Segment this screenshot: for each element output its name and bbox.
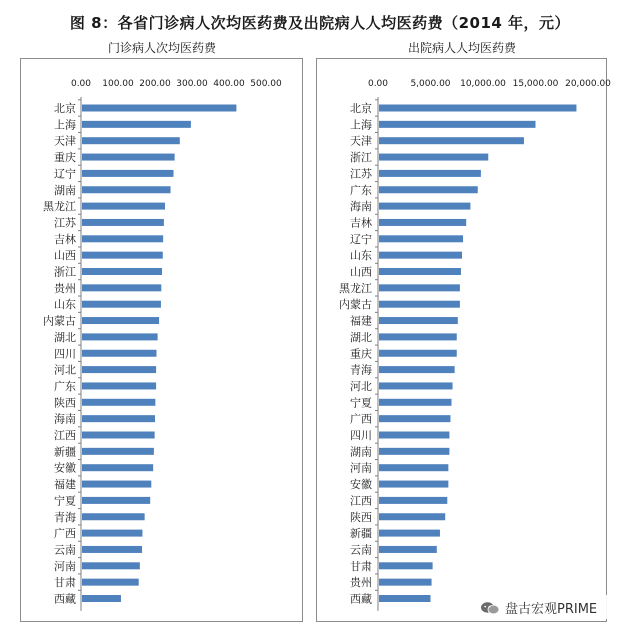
category-label: 江苏 [54, 216, 76, 230]
bar [82, 333, 158, 340]
inpatient-cost-chart [317, 59, 611, 621]
bar [379, 121, 536, 128]
bar [82, 317, 159, 324]
x-tick-label: 20,000.00 [565, 79, 611, 89]
category-label: 福建 [350, 314, 372, 328]
category-label: 贵州 [350, 576, 372, 590]
bar [379, 317, 458, 324]
category-label: 四川 [54, 347, 76, 361]
bar [82, 252, 163, 259]
left-chart-title: 门诊病人次均医药费 [107, 41, 216, 55]
bar [379, 235, 463, 242]
x-tick-label: 200.00 [139, 79, 171, 89]
category-label: 贵州 [54, 281, 76, 295]
bar [82, 284, 161, 291]
category-label: 黑龙江 [43, 200, 76, 214]
category-label: 宁夏 [350, 396, 372, 410]
bar [379, 170, 481, 177]
category-label: 黑龙江 [339, 281, 372, 295]
category-label: 河南 [54, 559, 76, 573]
bar [82, 595, 121, 602]
category-label: 广西 [350, 412, 372, 426]
category-label: 河南 [350, 461, 372, 475]
bar [82, 301, 161, 308]
bar [82, 497, 150, 504]
category-label: 浙江 [350, 151, 372, 165]
category-label: 湖南 [54, 183, 76, 197]
category-label: 山西 [350, 265, 372, 279]
category-label: 云南 [54, 543, 76, 557]
category-label: 广西 [54, 527, 76, 541]
bar [379, 186, 478, 193]
category-label: 青海 [54, 510, 76, 524]
category-label: 云南 [350, 543, 372, 557]
category-label: 山西 [54, 249, 76, 263]
bar [82, 137, 180, 144]
bar [379, 513, 445, 520]
bar [82, 186, 171, 193]
inpatient-cost-chart-panel [316, 58, 611, 622]
category-label: 西藏 [54, 592, 76, 606]
category-label: 重庆 [350, 347, 372, 361]
category-label: 河北 [54, 363, 76, 377]
category-label: 安徽 [350, 478, 372, 492]
bar [82, 121, 191, 128]
category-label: 福建 [54, 478, 76, 492]
category-label: 江苏 [350, 167, 372, 181]
bar [82, 268, 162, 275]
bar [379, 579, 432, 586]
bar [82, 235, 163, 242]
x-tick-label: 100.00 [102, 79, 134, 89]
bar [379, 219, 466, 226]
category-label: 江西 [350, 494, 372, 508]
category-label: 重庆 [54, 151, 76, 165]
category-label: 内蒙古 [43, 314, 76, 328]
bar [379, 595, 431, 602]
x-tick-label: 10,000.00 [460, 79, 506, 89]
watermark [476, 595, 634, 619]
bar [379, 448, 449, 455]
bar [82, 562, 140, 569]
category-label: 四川 [350, 429, 372, 442]
bar [82, 448, 154, 455]
right-chart-title: 出院病人人均医药费 [407, 41, 516, 55]
category-label: 甘肃 [350, 559, 372, 573]
bar [82, 350, 156, 357]
bar [82, 366, 156, 373]
category-label: 甘肃 [54, 576, 76, 590]
category-label: 宁夏 [54, 494, 76, 508]
bar [379, 301, 460, 308]
bar [82, 415, 155, 422]
category-label: 江西 [54, 429, 76, 442]
category-label: 山东 [54, 298, 76, 312]
category-label: 西藏 [350, 592, 372, 606]
category-label: 天津 [54, 134, 76, 148]
category-label: 山东 [350, 249, 372, 263]
category-label: 辽宁 [350, 232, 372, 246]
category-label: 湖北 [350, 330, 372, 344]
bar [379, 350, 457, 357]
x-tick-label: 400.00 [213, 79, 245, 89]
category-label: 辽宁 [54, 167, 76, 181]
category-label: 天津 [350, 134, 372, 148]
bar [379, 105, 576, 112]
bar [82, 203, 165, 210]
bar [379, 497, 447, 504]
bar [82, 546, 142, 553]
bar [379, 481, 448, 488]
bar [82, 154, 175, 161]
bar [82, 464, 153, 471]
bar [379, 268, 461, 275]
outpatient-cost-chart-panel [20, 58, 303, 622]
bar [82, 432, 155, 439]
x-tick-label: 15,000.00 [512, 79, 559, 89]
bar [379, 154, 488, 161]
bar [379, 399, 452, 406]
bar [82, 530, 142, 537]
bar [82, 579, 139, 586]
category-label: 湖南 [350, 445, 372, 459]
category-label: 安徽 [54, 461, 76, 475]
bar [379, 432, 449, 439]
watermark-text: 盘古宏观PRIME [505, 601, 598, 617]
bar [379, 333, 457, 340]
category-label: 海南 [350, 200, 372, 214]
bar [379, 546, 437, 553]
outpatient-cost-chart [21, 59, 302, 621]
x-tick-label: 500.00 [250, 79, 282, 89]
category-label: 陕西 [350, 510, 372, 524]
bar [379, 366, 455, 373]
category-label: 浙江 [54, 265, 76, 279]
category-label: 吉林 [54, 232, 76, 246]
category-label: 北京 [350, 102, 372, 115]
bar [379, 203, 470, 210]
bar [379, 415, 450, 422]
bar [82, 481, 151, 488]
bar [379, 252, 462, 259]
bar [82, 399, 155, 406]
x-tick-label: 300.00 [176, 79, 208, 89]
category-label: 陕西 [54, 396, 76, 410]
category-label: 青海 [350, 363, 372, 377]
bar [82, 219, 164, 226]
wechat-icon [480, 600, 500, 614]
x-tick-label: 0.00 [367, 79, 389, 89]
category-label: 海南 [54, 412, 76, 426]
bar [82, 382, 156, 389]
bar [379, 382, 453, 389]
bar [379, 137, 524, 144]
category-label: 湖北 [54, 330, 76, 344]
bar [82, 105, 236, 112]
category-label: 广东 [350, 183, 372, 197]
bar [379, 562, 433, 569]
category-label: 内蒙古 [339, 298, 372, 312]
category-label: 新疆 [54, 445, 76, 459]
category-label: 上海 [54, 118, 76, 132]
category-label: 上海 [350, 118, 372, 132]
category-label: 广东 [54, 379, 76, 393]
bar [82, 170, 174, 177]
category-label: 吉林 [350, 216, 372, 230]
category-label: 新疆 [350, 527, 372, 541]
figure-title: 图 8：各省门诊病人次均医药费及出院病人人均医药费（2014 年，元） [69, 14, 571, 32]
x-tick-label: 0.00 [70, 79, 92, 89]
bar [379, 464, 448, 471]
bar [379, 530, 440, 537]
bar [379, 284, 460, 291]
bar [82, 513, 145, 520]
category-label: 北京 [54, 102, 76, 115]
x-tick-label: 5,000.00 [410, 79, 451, 89]
category-label: 河北 [350, 379, 372, 393]
